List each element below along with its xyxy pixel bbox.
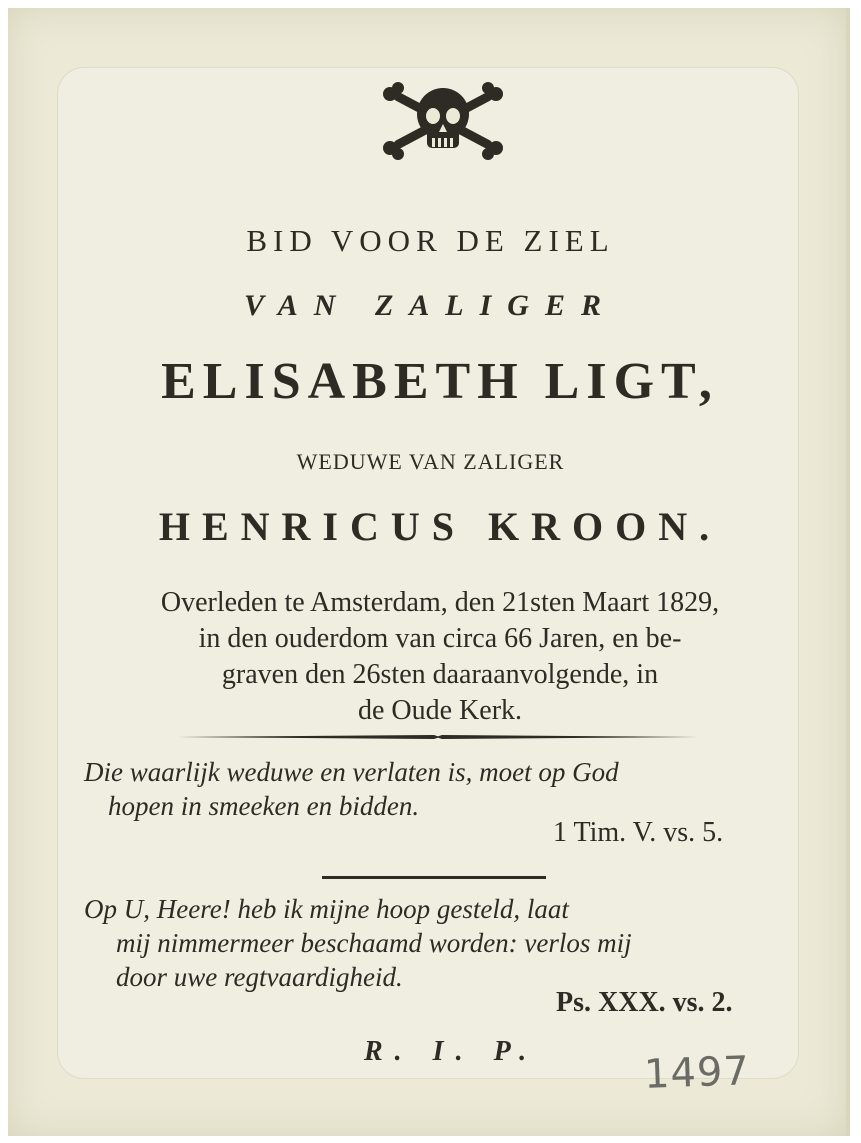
quote-line: Op U, Heere! heb ik mijne hoop gesteld, laat (84, 894, 569, 924)
notice-line: de Oude Kerk. (357, 695, 523, 726)
deceased-name: ELISABETH LIGT, (161, 353, 719, 410)
handwritten-inventory-number: 1497 (643, 1048, 751, 1098)
quote-line: door uwe regtvaardigheid. (116, 962, 403, 992)
quote-line: Die waarlijk weduwe en verlaten is, moet op God (84, 757, 619, 787)
ornamental-divider (178, 734, 698, 740)
widow-of: WEDUWE VAN ZALIGER (296, 449, 565, 474)
scripture-reference-2: Ps. XXX. vs. 2. (556, 987, 733, 1018)
scripture-quote-1 (84, 755, 619, 823)
notice-line: in den ouderdom van circa 66 Jaren, en be- (198, 623, 682, 654)
quote-line: mij nimmermeer beschaamd worden: verlos mij (116, 928, 632, 958)
husband-name: HENRICUS KROON. (158, 504, 722, 549)
skull-and-crossbones-icon (380, 82, 506, 162)
quote-line: hopen in smeeken en bidden. (108, 791, 420, 821)
scripture-reference-1: 1 Tim. V. vs. 5. (553, 817, 724, 848)
scripture-quote-2 (84, 892, 632, 994)
divider-line (322, 876, 546, 879)
death-notice-text (60, 585, 820, 729)
heading-of-late: VAN ZALIGER (244, 289, 617, 322)
notice-line: graven den 26sten daaraanvolgende, in (221, 659, 659, 690)
heading-pray: BID VOOR DE ZIEL (246, 223, 615, 258)
rip-text: R. I. P. (364, 1036, 539, 1067)
notice-line: Overleden te Amsterdam, den 21sten Maart 1829, (160, 587, 720, 618)
